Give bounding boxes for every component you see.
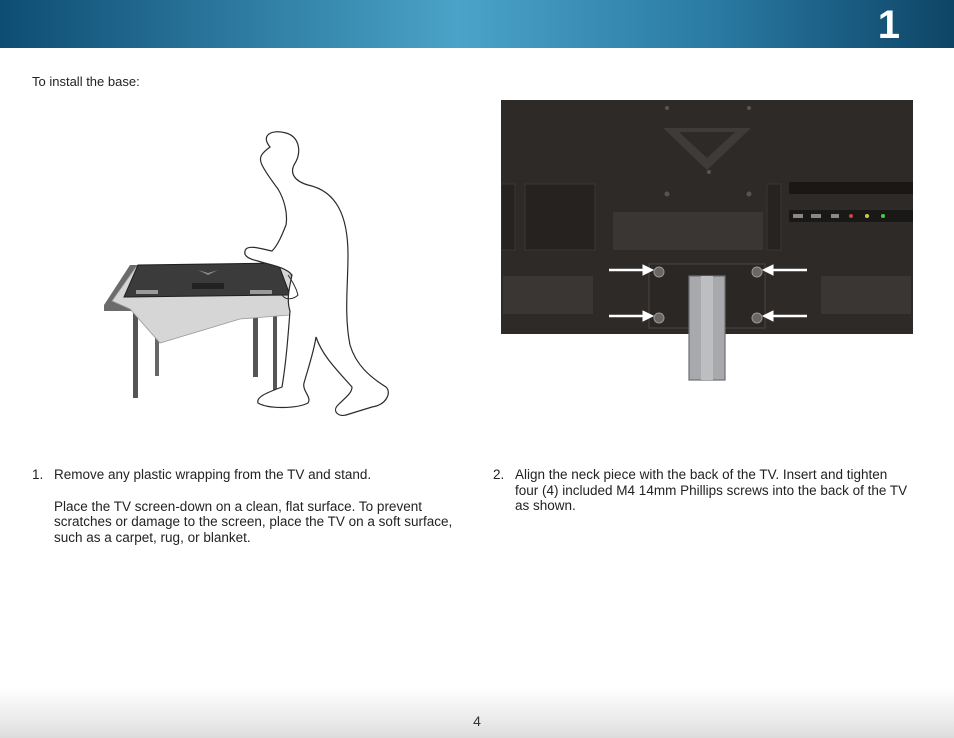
- port: [793, 214, 803, 218]
- step-text: [54, 467, 464, 545]
- step-paragraph: Align the neck piece with the back of the TV. Insert and tighten four (4) included M4 14mm Phillips screws into the back of the TV as shown.: [515, 467, 908, 513]
- port: [865, 214, 869, 218]
- step-paragraph: Place the TV screen-down on a clean, flat surface. To prevent scratches or damage to the screen, place the TV on a soft surface, such as a carpet, rug, or blanket.: [54, 498, 453, 545]
- tv-vent: [136, 290, 158, 294]
- screw-hole: [665, 106, 669, 110]
- screw-hole: [747, 106, 751, 110]
- port: [881, 214, 885, 218]
- vent-panel: [525, 184, 595, 250]
- screw-icon: [654, 267, 664, 277]
- step-text: [515, 467, 910, 514]
- button-panel: [789, 182, 913, 194]
- intro-text: To install the base:: [32, 74, 140, 89]
- screw-icon: [752, 313, 762, 323]
- speaker-mesh: [503, 276, 593, 314]
- screw-hole: [707, 170, 711, 174]
- speaker-mesh: [613, 212, 763, 250]
- tv-vent: [250, 290, 272, 294]
- speaker-mesh: [821, 276, 911, 314]
- table-leg: [133, 310, 138, 398]
- tv-back-neck-illustration: [501, 100, 913, 382]
- port: [831, 214, 839, 218]
- table-leg: [273, 311, 277, 399]
- screw-icon: [654, 313, 664, 323]
- person-placing-tv-illustration: [100, 125, 400, 425]
- step-number: 1.: [32, 467, 44, 482]
- tv-port-panel: [192, 283, 224, 289]
- screw-hole: [747, 192, 752, 197]
- side-panel: [767, 184, 781, 250]
- screw-hole: [665, 192, 670, 197]
- side-panel: [501, 184, 515, 250]
- port: [849, 214, 853, 218]
- step-number: 2.: [493, 467, 505, 482]
- port: [811, 214, 821, 218]
- chapter-number: 1: [877, 3, 900, 47]
- screw-icon: [752, 267, 762, 277]
- table-leg: [253, 311, 258, 377]
- page-header: [0, 0, 954, 48]
- step-paragraph: Remove any plastic wrapping from the TV and stand.: [54, 467, 372, 482]
- stand-neck-highlight: [701, 276, 713, 380]
- page-number: 4: [473, 713, 481, 729]
